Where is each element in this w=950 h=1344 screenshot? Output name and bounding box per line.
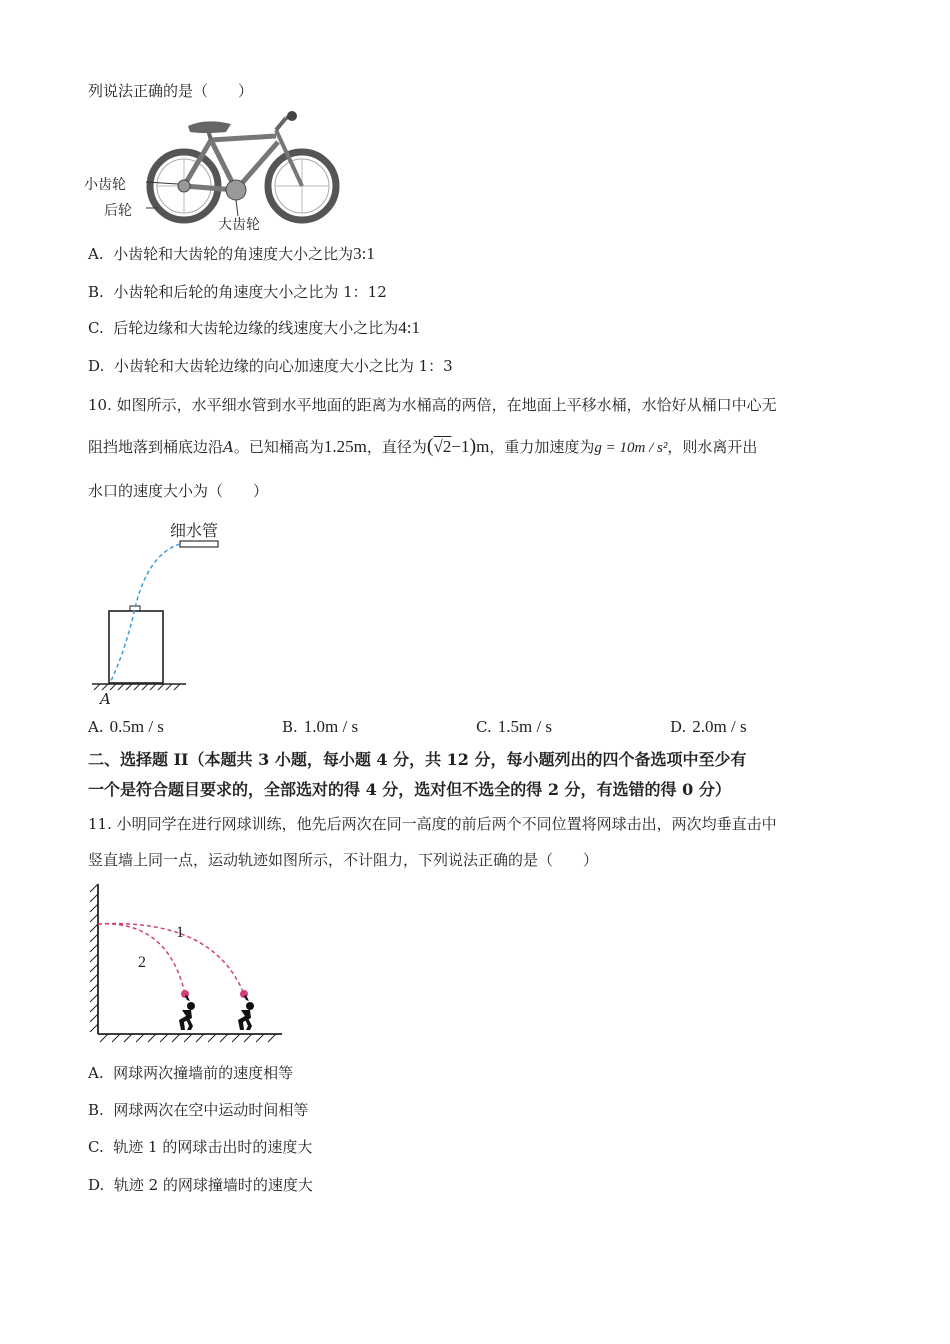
- section2-line1: 二、选择题 II（本题共 3 小题，每小题 4 分，共 12 分，每小题列出的四个备选项中至少有: [88, 750, 747, 769]
- q11-option-c: C. 轨迹 1 的网球击出时的速度大: [88, 1138, 313, 1156]
- label-pipe: 细水管: [170, 521, 219, 540]
- bucket-diagram: [88, 514, 228, 714]
- q9-option-b: B. 小齿轮和后轮的角速度大小之比为 1：12: [88, 283, 387, 301]
- small-gear: [178, 180, 190, 192]
- label-path-2: 2: [138, 954, 146, 971]
- label-path-1: 1: [176, 924, 184, 941]
- q10-line1: 10. 如图所示，水平细水管到水平地面的距离为水桶高的两倍，在地面上平移水桶，水恰好从桶口中心无: [88, 396, 777, 414]
- bucket-figure: [88, 514, 228, 714]
- q10-option-a: A. 0.5m / s: [88, 717, 164, 736]
- label-small-gear: 小齿轮: [84, 177, 126, 193]
- q10-option-d: D. 2.0m / s: [670, 717, 747, 736]
- section2-line2: 一个是符合题目要求的，全部选对的得 4 分，选对但不选全的得 2 分，有选错的得 0 分）: [88, 780, 731, 799]
- tennis-diagram: [88, 880, 288, 1050]
- q10-option-c: C. 1.5m / s: [476, 717, 553, 736]
- label-point-a: A: [100, 690, 111, 708]
- q10-option-b: B. 1.0m / s: [282, 717, 359, 736]
- label-big-gear: 大齿轮: [218, 217, 260, 233]
- q10-line3: 水口的速度大小为（ ）: [88, 482, 269, 500]
- bucket-shape: [109, 611, 163, 683]
- player-1-icon: [238, 995, 254, 1030]
- label-rear-wheel: 后轮: [104, 203, 132, 219]
- water-trajectory: [110, 544, 180, 683]
- pipe-shape: [180, 541, 218, 547]
- q11-line2: 竖直墙上同一点，运动轨迹如图所示，不计阻力，下列说法正确的是（ ）: [88, 851, 599, 869]
- q9-option-a: A. 小齿轮和大齿轮的角速度大小之比为3:1: [88, 244, 375, 263]
- q9-option-c: C. 后轮边缘和大齿轮边缘的线速度大小之比为4:1: [88, 318, 421, 337]
- tennis-figure: [88, 880, 288, 1050]
- q9-intro: 列说法正确的是（ ）: [88, 82, 254, 100]
- q10-line2: 阻挡地落到桶底边沿A。已知桶高为1.25m，直径为(√2−1)m，重力加速度为g = 10m / s²，则水离开出: [88, 435, 758, 457]
- q11-option-a: A. 网球两次撞墙前的速度相等: [88, 1064, 294, 1082]
- player-2-icon: [179, 995, 195, 1030]
- q11-line1: 11. 小明同学在进行网球训练，他先后两次在同一高度的前后两个不同位置将网球击出，两次均垂直击中: [88, 815, 777, 833]
- q9-option-d: D. 小齿轮和大齿轮边缘的向心加速度大小之比为 1：3: [88, 357, 453, 375]
- q11-option-d: D. 轨迹 2 的网球撞墙时的速度大: [88, 1176, 313, 1194]
- big-gear: [226, 180, 246, 200]
- q11-option-b: B. 网球两次在空中运动时间相等: [88, 1101, 309, 1119]
- bicycle-figure: [86, 108, 346, 236]
